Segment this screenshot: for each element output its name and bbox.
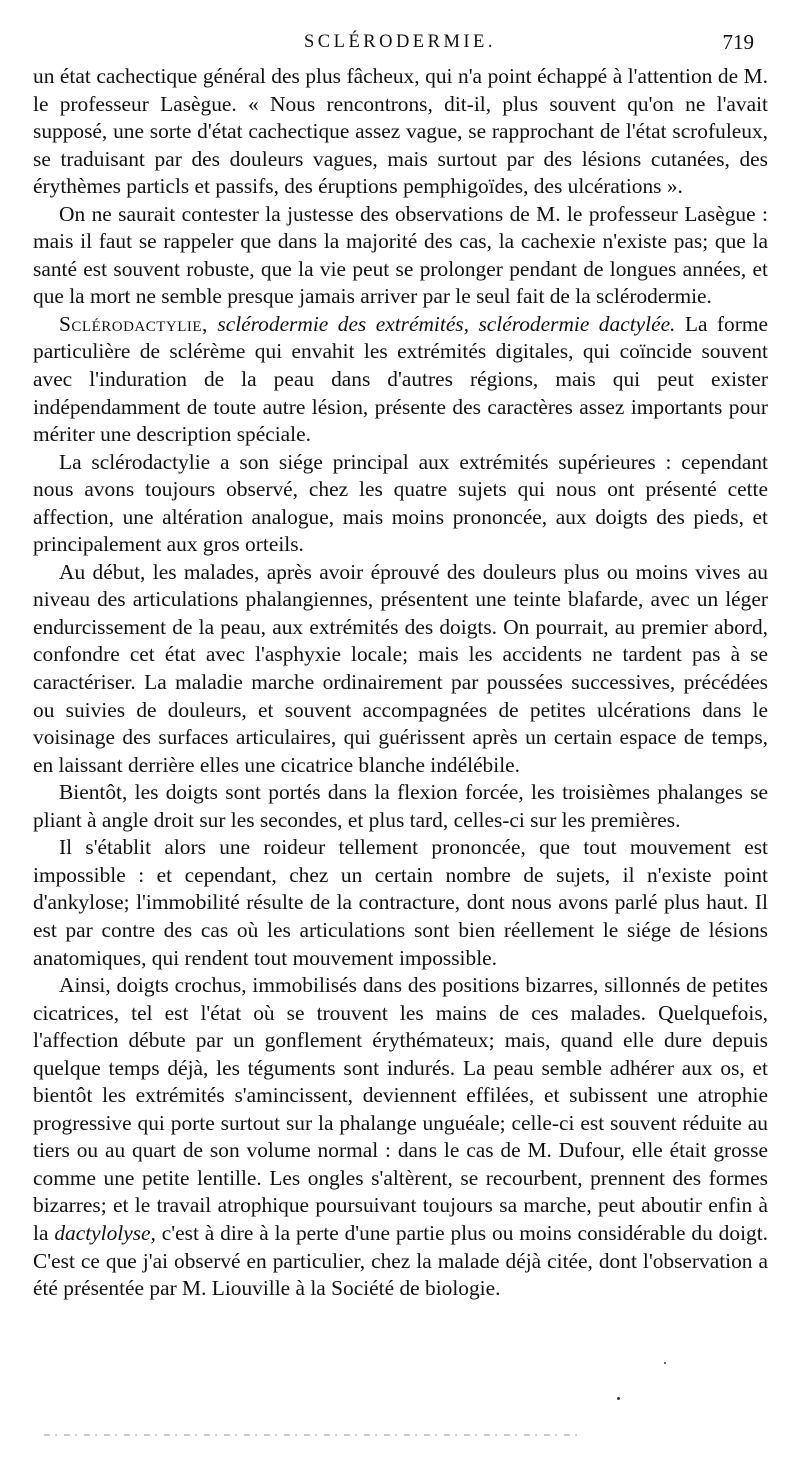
body-text: [33, 63, 768, 1303]
paragraph-8: [33, 972, 768, 1303]
ink-speck: [664, 1362, 666, 1364]
paragraph-4: La sclérodactylie a son siége principal aux extrémités supérieures : cependant nous avons toujours observé, chez les quatre sujets qui nous ont présenté cette affection, une altération analogue, mais moins prononcée, aux doigts des pieds, et principalement aux gros orteils.: [33, 449, 768, 557]
term-dactylolyse: dactylolyse,: [54, 1220, 156, 1245]
page-number: 719: [722, 30, 754, 54]
paragraph-3-body: La forme particulière de sclérème qui envahit les extrémités digitales, qui coïncide souvent avec l'induration de la peau dans d'autres régions, mais qui peut exister indépendamment de toute autre lésion, présente des caractères assez importants pour mériter une description spéciale.: [33, 311, 768, 447]
paragraph-5: Au début, les malades, après avoir éprouvé des douleurs plus ou moins vives au niveau des articulations phalangiennes, présentent une teinte blafarde, avec un léger endurcissement de la peau, aux extrémités des doigts. On pourrait, au premier abord, confondre cet état avec l'asphyxie locale; mais les accidents ne tardent pas à se caractériser. La maladie marche ordinairement par poussées successives, précédées ou suivies de douleurs, et souvent accompagnées de petites ulcérations dans le voisinage des surfaces articulaires, qui guérissent après un certain espace de temps, en laissant derrière elles une cicatrice blanche indélébile.: [33, 559, 768, 777]
paragraph-8-start: Ainsi, doigts crochus, immobilisés dans des positions bizarres, sillonnés de petites cicatrices, tel est l'état où se trouvent les mains de ces malades. Quelquefois, l'affection débute par un gonflement érythémateux; mais, quand elle dure depuis quelque temps déjà, les téguments sont indurés. La peau semble adhérer aux os, et bientôt les extrémités s'amincissent, deviennent effilées, et subissent une atrophie progressive qui porte surtout sur la phalange unguéale; celle-ci est souvent réduite au tiers ou au quart de son volume normal : dans le cas de M. Dufour, elle était grosse comme une petite lentille. Les ongles s'altèrent, se recourbent, prennent des formes bizarres; et le travail atrophique poursuivant toujours sa marche, peut aboutir enfin à la: [33, 973, 768, 1245]
running-title: SCLÉRODERMIE.: [304, 32, 496, 52]
paragraph-7: Il s'établit alors une roideur tellement prononcée, que tout mouvement est impossible : et cependant, chez un certain nombre de sujets, il n'existe point d'ankylose; l'immobilité résulte de la contracture, dont nous avons parlé plus haut. Il est par contre des cas où les articulations sont bien réellement le siége de lésions anatomiques, qui rendent tout mouvement impossible.: [33, 835, 768, 970]
page-header: [0, 30, 800, 58]
paragraph-6: Bientôt, les doigts sont portés dans la flexion forcée, les troisièmes phalanges se pliant à angle droit sur les secondes, et plus tard, celles-ci sur les premières.: [33, 780, 768, 832]
section-subtitle: sclérodermie des extrémités, sclérodermie dactylée.: [217, 311, 676, 336]
ink-speck: [617, 1397, 620, 1400]
paragraph-8-end: c'est à dire à la perte d'une partie plus ou moins considérable du doigt. C'est ce que j'ai observé en particulier, chez la malade déjà citée, dont l'observation a été présentée par M. Liouville à la Société de biologie.: [33, 1220, 768, 1301]
paragraph-2: On ne saurait contester la justesse des observations de M. le professeur Lasègue : mais il faut se rappeler que dans la majorité des cas, la cachexie n'existe pas; que la santé est souvent robuste, que la vie peut se prolonger pendant de longues années, et que la mort ne semble presque jamais arriver par le seul fait de la sclérodermie.: [33, 201, 768, 309]
bleed-through-line: [44, 1434, 584, 1436]
paragraph-1: un état cachectique général des plus fâcheux, qui n'a point échappé à l'attention de M. le professeur Lasègue. « Nous rencontrons, dit-il, plus souvent qu'on ne l'avait supposé, une sorte d'état cachectique assez vague, se rapprochant de l'état scrofuleux, se traduisant par des douleurs vagues, mais surtout par des lésions cutanées, des érythèmes particls et passifs, des éruptions pemphigoïdes, des ulcérations ».: [33, 64, 768, 199]
section-heading: Sclérodactylie,: [59, 311, 208, 336]
paragraph-3: [33, 311, 768, 449]
